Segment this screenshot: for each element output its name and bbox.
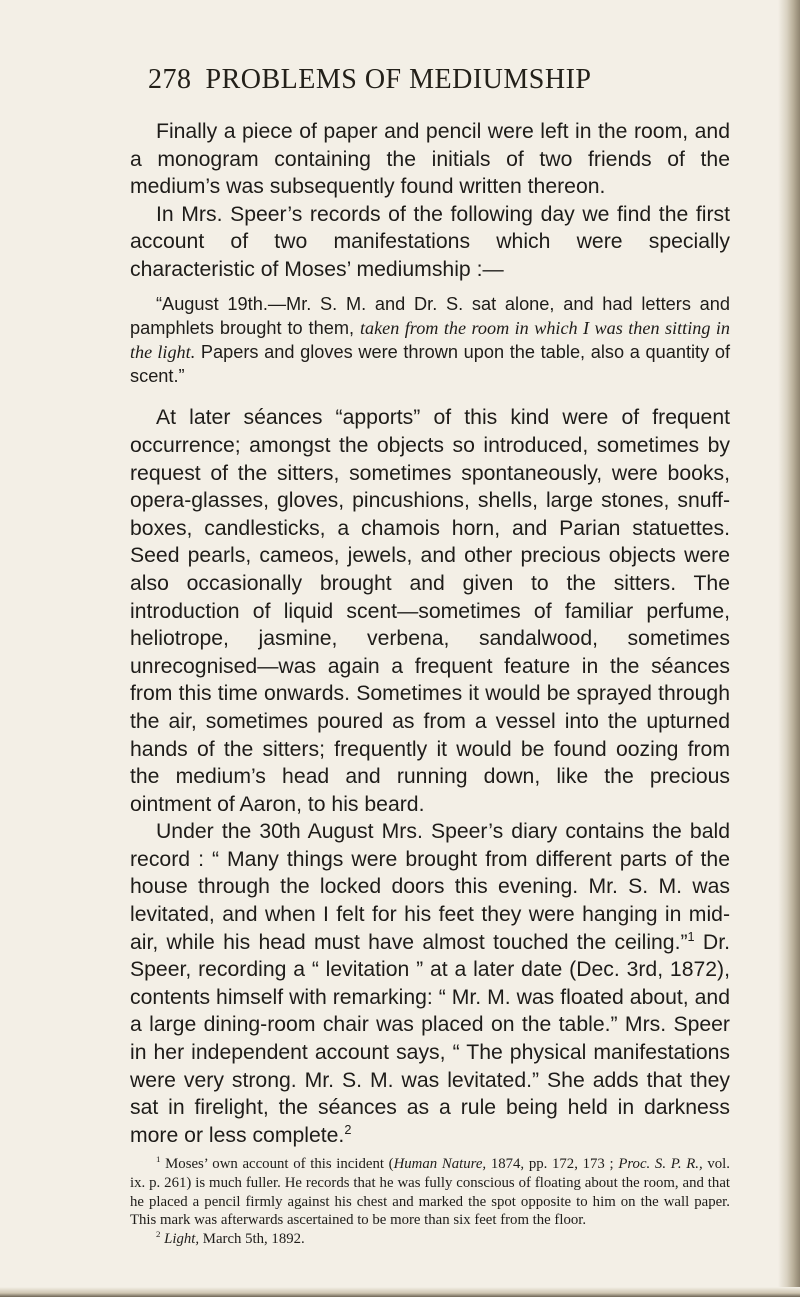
quote-text-after: Papers and gloves were thrown upon the table, also a quantity of scent.”	[130, 341, 730, 387]
running-head-title: PROBLEMS OF MEDIUMSHIP	[205, 64, 592, 95]
footnote-1-italic-1: Human Nature,	[393, 1156, 487, 1173]
page-number: 278	[148, 64, 192, 95]
footnote-1-text-middle: 1874, pp. 172, 173 ;	[486, 1156, 619, 1173]
quoted-record	[130, 292, 730, 389]
footnote-1-text-after: vol. ix. p. 261) is much fuller. He records that he was fully conscious of floating about the room, and that he placed a pencil firmly against his chest and marked the spot opposite to him on the wall paper. This mark was afterwards ascertained to be more than six feet from the floor.	[130, 1156, 730, 1229]
footnote-1-italic-2: Proc. S. P. R.,	[618, 1156, 703, 1173]
footnote-reference-1[interactable]: 1	[687, 928, 695, 944]
paragraph-2: In Mrs. Speer’s records of the following day we find the first account of two manifestations which were specially characteristic of Moses’ mediumship :—	[130, 202, 730, 281]
quote-italic: taken from the room in which I was then sitting in the light.	[130, 317, 731, 362]
paragraph-1: Finally a piece of paper and pencil were left in the room, and a monogram containing the initials of two friends of the medium’s was subsequently found written thereon.	[130, 120, 730, 199]
footnote-2	[130, 1230, 730, 1249]
paragraph-4-part-2: Dr. Speer, recording a “ levitation ” at a later date (Dec. 3rd, 1872), contents himself with remarking: “ Mr. M. was floated about, and a large dining-room chair was placed on the table.” Mrs. Speer in her independent account says, “ The physical manifestations were very strong. Mr. S. M. was levitated.” She adds that they sat in firelight, the séances as a rule being held in darkness more or less complete.	[130, 930, 730, 1147]
quote-text-before: “August 19th.—Mr. S. M. and Dr. S. sat alone, and had letters and pamphlets brought to them,	[130, 293, 730, 338]
footnote-2-italic: Light,	[164, 1230, 200, 1247]
page-bottom-shadow	[0, 1287, 800, 1297]
footnote-reference-2[interactable]: 2	[344, 1121, 352, 1137]
footnote-2-text-after: March 5th, 1892.	[199, 1230, 305, 1247]
footnotes	[130, 1155, 730, 1248]
body-text	[130, 118, 730, 1248]
footnote-2-marker: 2	[156, 1228, 161, 1239]
paragraph-4-part-1: Under the 30th August Mrs. Speer’s diary contains the bald record : “ Many things were brought from different parts of the house through the locked doors this evening. Mr. S. M. was levitated, and when I felt for his feet they were hanging in mid-air, while his head must have almost touched the ceiling.”	[130, 820, 730, 954]
running-head	[148, 64, 708, 96]
footnote-1-marker: 1	[156, 1154, 161, 1165]
footnote-1-text-before: Moses’ own account of this incident (	[160, 1156, 394, 1173]
footnote-1	[130, 1155, 730, 1229]
paragraph-3: At later séances “apports” of this kind were of frequent occurrence; amongst the objects so introduced, sometimes by request of the sitters, sometimes spontaneously, were books, opera-glasses, gloves, pincushions, shells, large stones, snuff-boxes, candlesticks, a chamois horn, and Parian statuettes. Seed pearls, cameos, jewels, and other precious objects were also occasionally brought and given to the sitters. The introduction of liquid scent—sometimes of familiar perfume, heliotrope, jasmine, verbena, sandalwood, sometimes unrecognised—was again a frequent feature in the séances from this time onwards. Sometimes it would be sprayed through the air, sometimes poured as from a vessel into the upturned hands of the sitters; frequently it would be found oozing from the medium’s head and running down, like the precious ointment of Aaron, to his beard.	[130, 406, 730, 816]
page-edge-shadow	[778, 0, 800, 1297]
paragraph-4	[130, 818, 730, 1149]
